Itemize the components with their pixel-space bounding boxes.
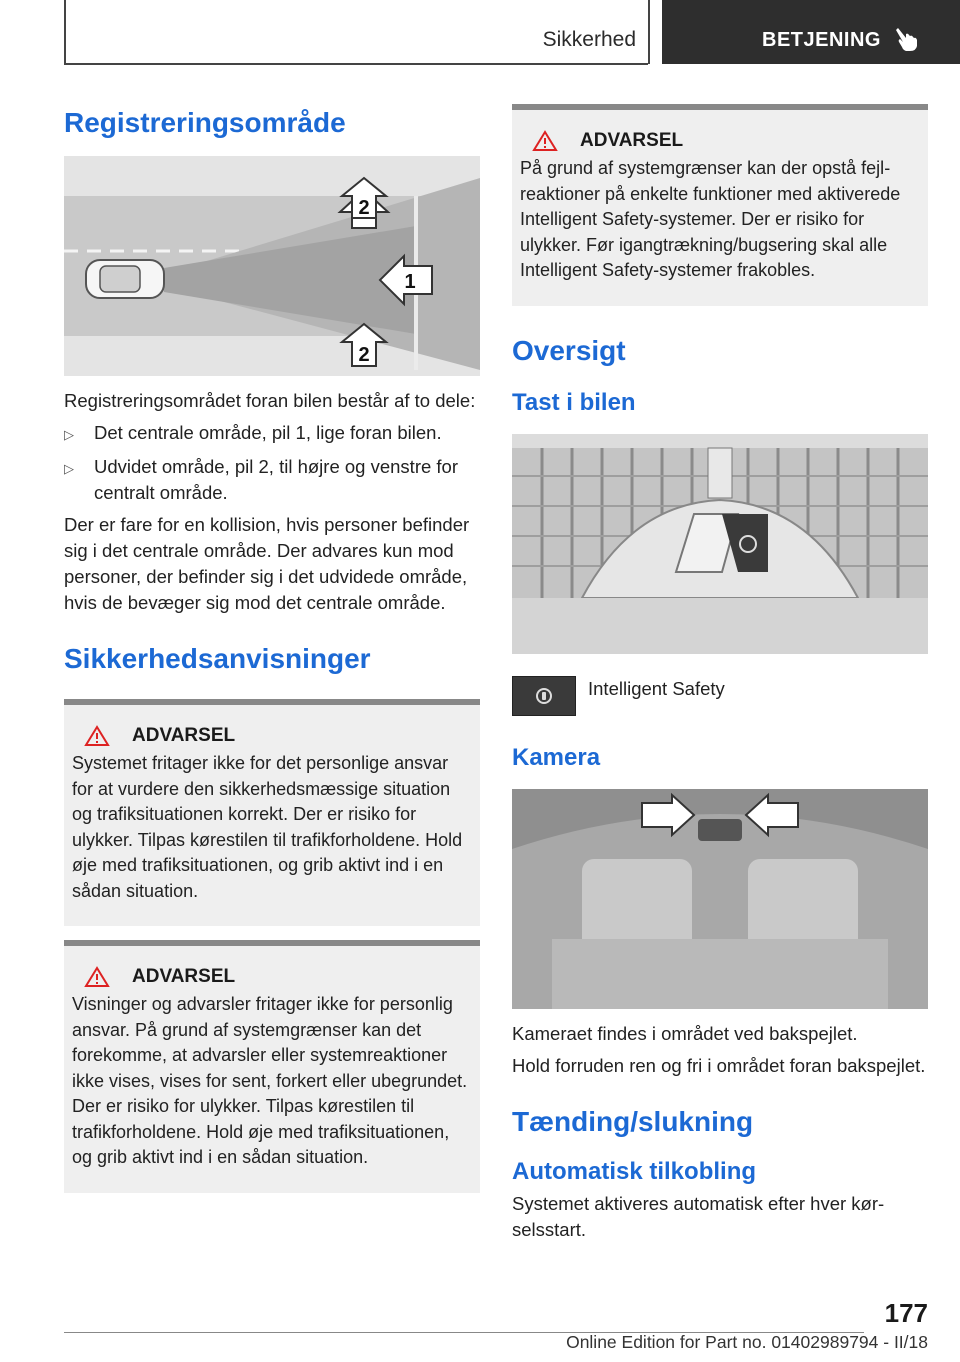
- detection-area-illustration: [64, 156, 480, 376]
- triangle-bullet-icon: ▷: [64, 460, 74, 476]
- footer-edition: Online Edition for Part no. 01402989794 - II/18: [566, 1332, 928, 1352]
- camera-location-photo: [512, 789, 928, 1009]
- vent-and-button-illustration: [512, 434, 928, 654]
- button-in-car-subheading: Tast i bilen: [512, 389, 636, 417]
- warning-box: [64, 940, 480, 1193]
- warning-label: ADVARSEL: [132, 966, 236, 988]
- warning-label: ADVARSEL: [580, 130, 684, 151]
- detection-area-diagram: [64, 156, 480, 376]
- detection-area-intro: Registreringsområdet foran bilen består af to dele:: [64, 389, 476, 411]
- intelligent-safety-caption: Intelligent Safety: [588, 677, 725, 699]
- triangle-bullet-icon: ▷: [64, 426, 74, 442]
- right-column: [512, 96, 928, 1243]
- header-section-title: Sikkerhed: [542, 28, 636, 51]
- header-chapter-tab[interactable]: [662, 0, 960, 64]
- bullet-text: Det centrale område, pil 1, lige foran bilen.: [94, 421, 442, 443]
- header-left-rule: [64, 0, 66, 64]
- intelligent-safety-button-photo: [512, 434, 928, 654]
- warning-box: [64, 699, 480, 926]
- registration-area-heading: Registreringsområde: [64, 107, 346, 138]
- warning-text: På grund af systemgrænser kan der opstå fejlreaktioner på enkelte funktioner med aktiverede Intelligent Safety-systemer. Der er risiko for ulykker. Før igangtrækning/bugsering skal alle Intelligent Safety-systemer frakobles.: [520, 158, 901, 280]
- warning-text: Visninger og advarsler fritager ikke for personlig ansvar. På grund af systemgrænser kan det forekomme, at advarsler eller systemreaktioner ikke vises, vises for sent, forkert eller ubegrundet. Der er risiko for ulykker. Tilpas kørestilen til trafikforholdene. Hold øje med trafiksituationen, og grib aktivt ind i en sådan situation.: [72, 994, 468, 1168]
- ignition-heading: Tænding/slukning: [512, 1105, 754, 1137]
- page-number: 177: [884, 1298, 928, 1328]
- camera-cleaning-text: Hold forruden ren og fri i området foran bakspejlet.: [512, 1054, 926, 1076]
- warning-triangle-icon: [532, 130, 558, 152]
- safety-instructions-heading: Sikkerhedsanvisninger: [64, 642, 371, 674]
- intelligent-safety-button-icon[interactable]: [512, 676, 576, 716]
- bullet-text: Udvidet område, pil 2, til højre og venstre for centralt område.: [94, 455, 458, 503]
- warning-triangle-icon: [84, 966, 110, 988]
- header-bottom-rule: [64, 63, 648, 65]
- arrow-label-2-bottom: 2: [358, 343, 370, 366]
- camera-subheading: Kamera: [512, 743, 601, 771]
- overview-heading: Oversigt: [512, 334, 626, 366]
- left-column: [64, 96, 480, 1193]
- arrow-label-1: 1: [404, 270, 416, 293]
- arrow-label-2-top: 2: [358, 196, 370, 219]
- list-item: [64, 454, 480, 506]
- header-chapter-label: BETJENING: [762, 29, 881, 51]
- warning-box: [512, 104, 928, 306]
- automatic-activation-text: Systemet aktiveres automatisk efter hver kørselsstart.: [512, 1193, 885, 1241]
- warning-text: Systemet fritager ikke for det personlige ansvar for at vurdere den sikkerhedsmæssige situation og trafiksituationen korrekt. Der er risiko for ulykker. Tilpas kørestilen til trafikforholdene. Hold øje med trafiksituationen, og grib aktivt ind i en sådan situation.: [72, 753, 463, 901]
- collision-info-text: Der er fare for en kollision, hvis personer befinder sig i det centrale område. Der advares kun mod personer, der befinder sig i det udvidede område, hvis de bevæger sig mod det centrale område.: [64, 513, 470, 613]
- header-tab-divider: [648, 0, 650, 64]
- camera-location-text: Kameraet findes i området ved bakspejlet.: [512, 1022, 858, 1044]
- warning-label: ADVARSEL: [132, 725, 236, 747]
- automatic-activation-subheading: Automatisk tilkobling: [512, 1158, 757, 1186]
- intelligent-safety-key-row: [512, 676, 928, 716]
- safety-shield-icon: [534, 686, 554, 706]
- list-item: [64, 420, 480, 448]
- warning-triangle-icon: [84, 725, 110, 747]
- car-interior-illustration: [512, 789, 928, 1009]
- pointing-hand-icon: [894, 26, 920, 52]
